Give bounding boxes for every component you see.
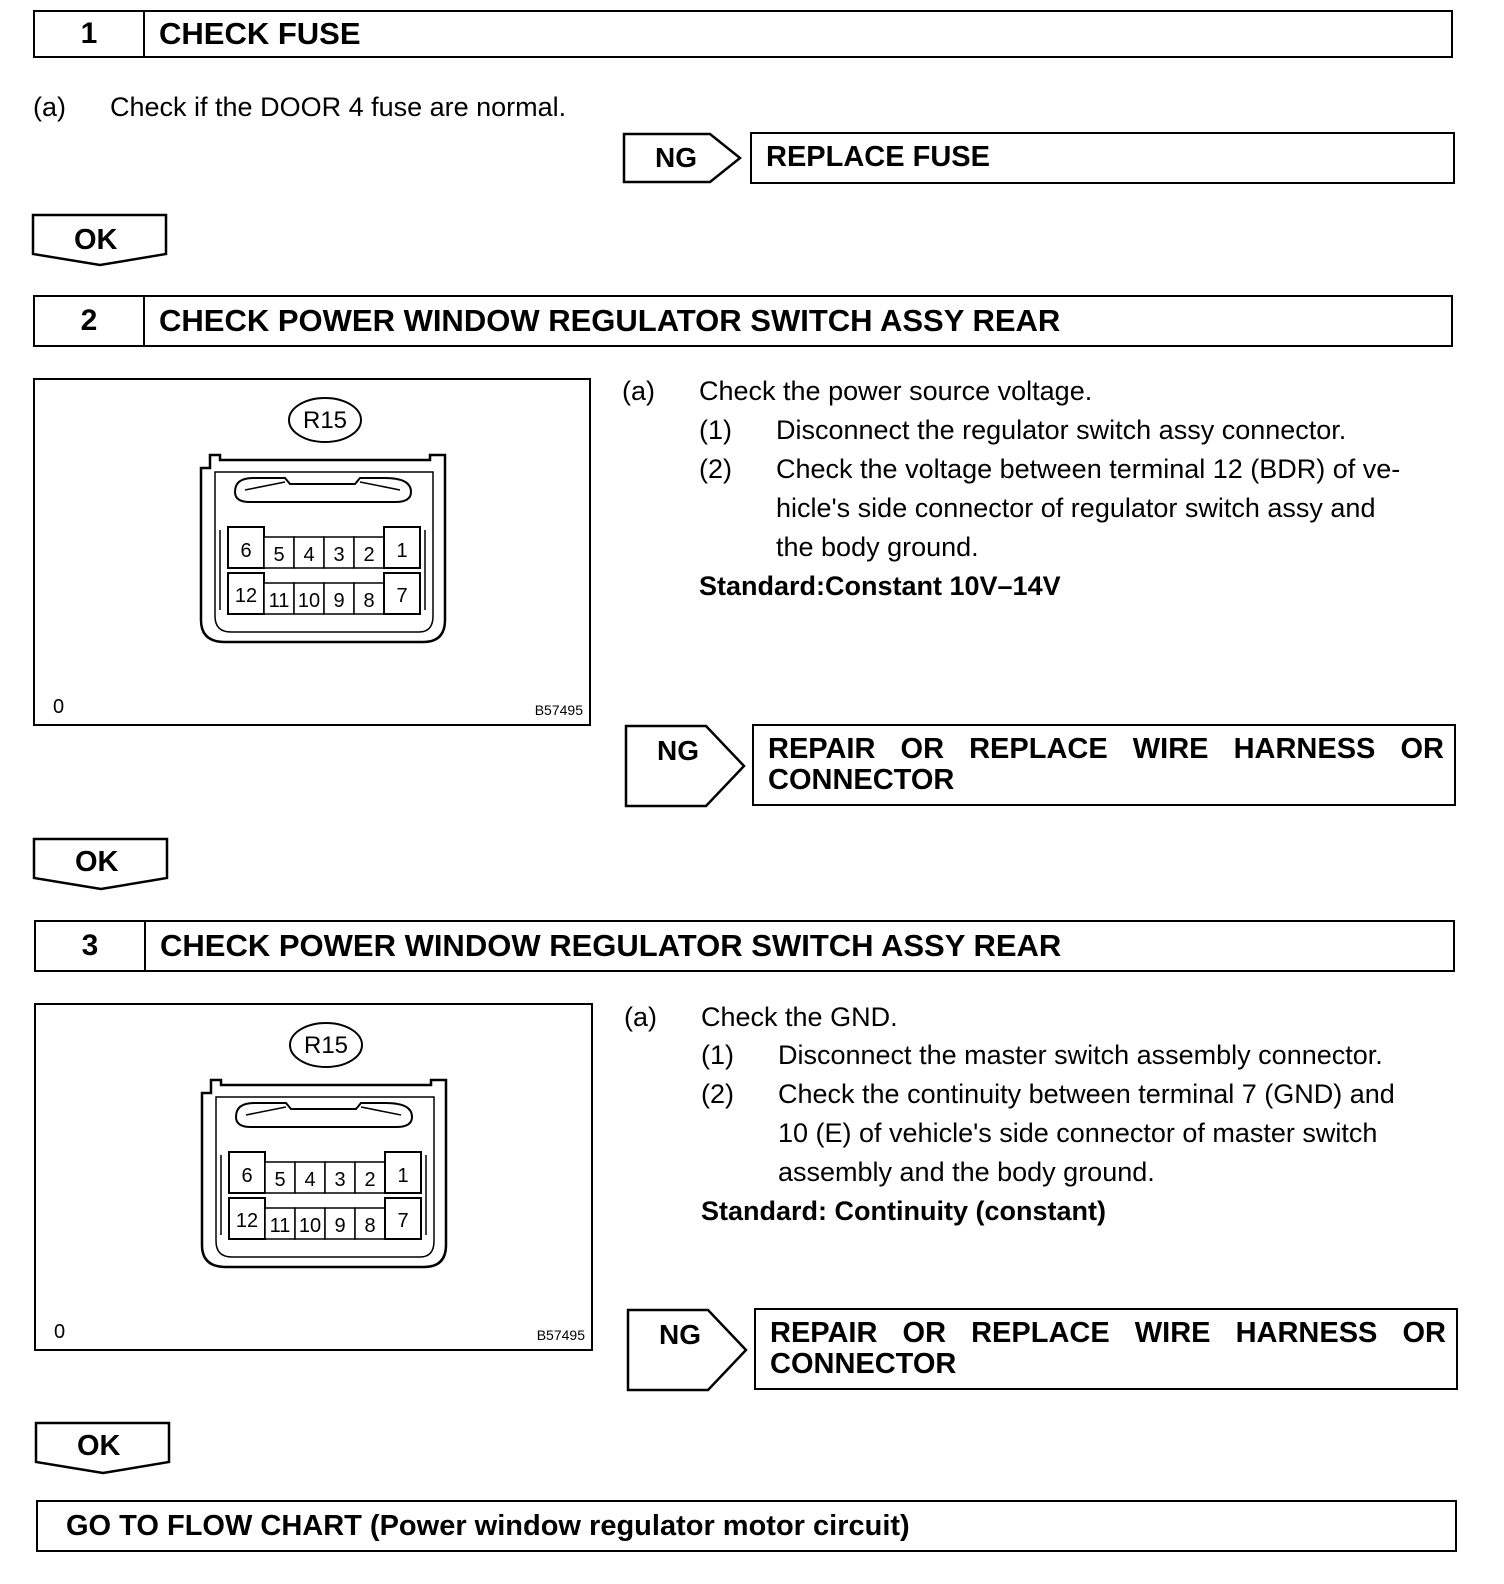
pin-label: 4 [304, 1169, 316, 1191]
instruction-label: (a) [33, 92, 66, 122]
pin-label: 7 [396, 585, 408, 607]
go-to-flow-chart-box [36, 1500, 1457, 1552]
substep-text: 10 (E) of vehicle's side connector of master switch [778, 1118, 1378, 1148]
ok-label: OK [77, 1430, 121, 1462]
standard-value: Standard:Constant 10V–14V [699, 571, 1061, 601]
instruction-text: Check if the DOOR 4 fuse are normal. [110, 92, 567, 122]
pin-label: 9 [334, 1215, 346, 1237]
substep-text: assembly and the body ground. [778, 1157, 1155, 1187]
connector-diagram [36, 1005, 591, 1349]
pin-label: 8 [363, 590, 375, 612]
pin-label: 6 [240, 540, 252, 562]
substep-label: (1) [699, 415, 732, 445]
instruction-text: Check the GND. [701, 1002, 898, 1032]
substep-text: Check the continuity between terminal 7 (GND) and [778, 1079, 1395, 1109]
standard-value: Standard: Continuity (constant) [701, 1196, 1106, 1226]
ng-label: NG [655, 142, 697, 173]
ng-label: NG [657, 735, 699, 766]
connector-figure [33, 378, 591, 726]
step-title: CHECK POWER WINDOW REGULATOR SWITCH ASSY REAR [159, 303, 1061, 338]
pin-label: 3 [333, 544, 345, 566]
ng-action-box [750, 132, 1455, 184]
pin-label: 5 [273, 544, 285, 566]
pin-label: 1 [396, 540, 408, 562]
pin-label: 11 [269, 1215, 291, 1237]
ng-action-line: REPAIR OR REPLACE WIRE HARNESS OR [768, 733, 1444, 765]
substep-label: (2) [701, 1079, 734, 1109]
step-number: 1 [35, 12, 145, 56]
pin-label: 9 [333, 590, 345, 612]
step-1-header [33, 10, 1453, 58]
connector-figure [34, 1003, 593, 1351]
ng-label: NG [659, 1319, 701, 1350]
pin-label: 3 [334, 1169, 346, 1191]
figure-id: B57495 [534, 702, 583, 718]
step-number: 2 [35, 297, 145, 345]
pin-label: 1 [397, 1165, 409, 1187]
substep-label: (1) [701, 1040, 734, 1070]
pin-label: 2 [363, 544, 375, 566]
figure-corner-mark: 0 [54, 1321, 66, 1343]
figure-id: B57495 [536, 1327, 585, 1343]
substep-text: the body ground. [776, 532, 979, 562]
pin-label: 8 [364, 1215, 376, 1237]
ng-action-line: REPAIR OR REPLACE WIRE HARNESS OR [770, 1317, 1446, 1349]
ng-action-box [752, 724, 1456, 806]
substep-text: Disconnect the master switch assembly connector. [778, 1040, 1383, 1070]
instruction-text: Check the power source voltage. [699, 376, 1093, 406]
pin-label: 11 [268, 590, 290, 612]
instruction-label: (a) [624, 1002, 657, 1032]
pin-label: 10 [297, 590, 321, 612]
substep-text: Disconnect the regulator switch assy connector. [776, 415, 1347, 445]
step-2-header [33, 295, 1453, 347]
pin-label: 2 [364, 1169, 376, 1191]
figure-corner-mark: 0 [53, 696, 65, 718]
connector-diagram [35, 380, 589, 724]
connector-label: R15 [303, 1032, 349, 1059]
pin-label: 10 [298, 1215, 322, 1237]
pin-label: 5 [274, 1169, 286, 1191]
ng-action-line: CONNECTOR [770, 1348, 957, 1380]
pin-label: 12 [235, 1210, 259, 1232]
go-to-flow-chart-text: GO TO FLOW CHART (Power window regulator motor circuit) [66, 1510, 910, 1542]
pin-label: 12 [234, 585, 258, 607]
ok-label: OK [74, 224, 118, 256]
ng-action-box [754, 1308, 1458, 1390]
substep-label: (2) [699, 454, 732, 484]
step-number: 3 [36, 922, 146, 970]
substep-text: Check the voltage between terminal 12 (BDR) of ve- [776, 454, 1401, 484]
pin-label: 6 [241, 1165, 253, 1187]
instruction-label: (a) [622, 376, 655, 406]
substep-text: hicle's side connector of regulator switch assy and [776, 493, 1376, 523]
step-3-header [34, 920, 1455, 972]
ng-action-line: REPLACE FUSE [766, 141, 990, 173]
step-title: CHECK FUSE [159, 16, 361, 51]
step-title: CHECK POWER WINDOW REGULATOR SWITCH ASSY REAR [160, 928, 1062, 963]
pin-label: 7 [397, 1210, 409, 1232]
pin-label: 4 [303, 544, 315, 566]
ng-action-line: CONNECTOR [768, 764, 955, 796]
connector-label: R15 [302, 407, 348, 434]
ok-label: OK [75, 846, 119, 878]
